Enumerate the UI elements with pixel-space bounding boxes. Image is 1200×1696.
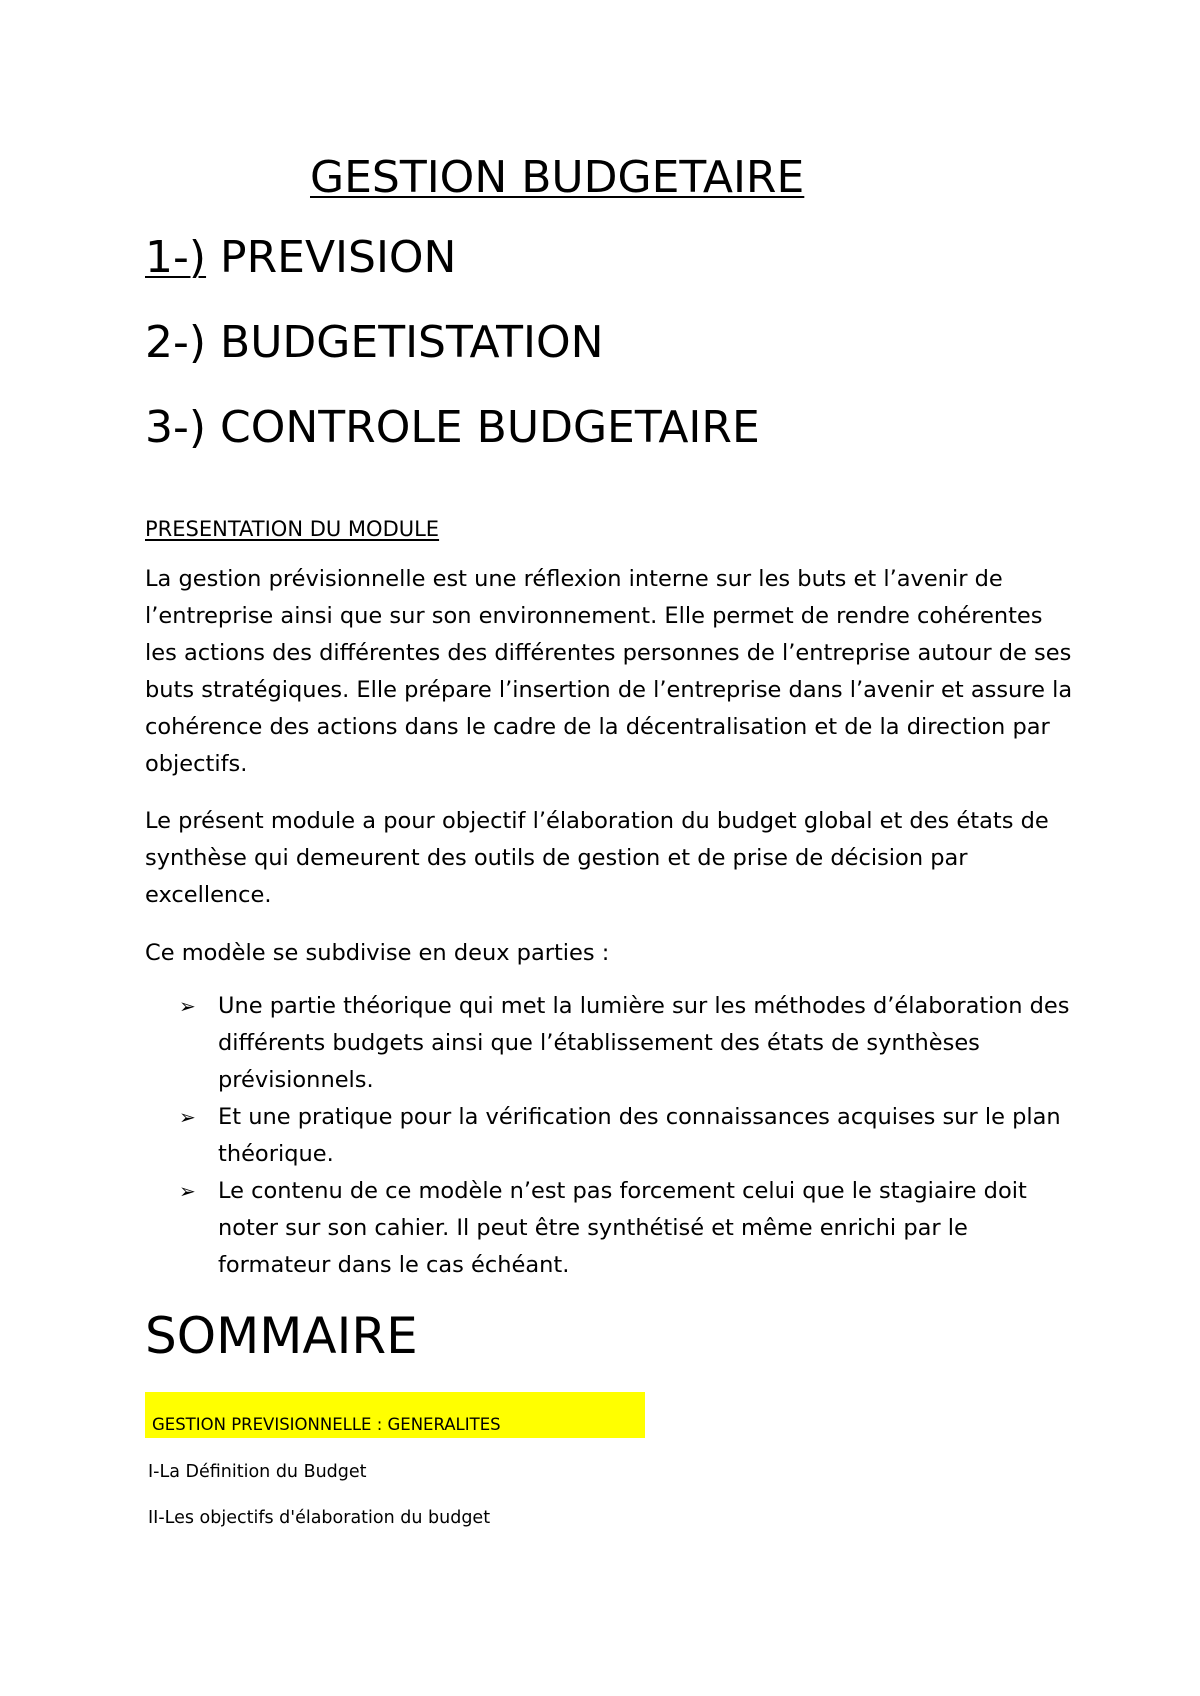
outline-item-controle: [145, 400, 760, 456]
bullet-list: [145, 988, 1080, 1284]
outline-text: CONTROLE BUDGETAIRE: [206, 402, 760, 453]
outline-item-budgetisation: [145, 315, 604, 371]
list-item: [145, 988, 1080, 1099]
list-item-text: Le contenu de ce modèle n’est pas forcement celui que le stagiaire doit noter sur son cahier. Il peut être synthétisé et même enrichi par le formateur dans le cas échéant.: [218, 1178, 1027, 1278]
arrow-bullet-icon: ➢: [179, 1105, 196, 1129]
document-title: GESTION BUDGETAIRE: [310, 152, 805, 203]
arrow-bullet-icon: ➢: [179, 994, 196, 1018]
list-item-text: Et une pratique pour la vérification des connaissances acquises sur le plan théorique.: [218, 1104, 1061, 1167]
sommaire-highlight: GESTION PREVISIONNELLE : GENERALITES: [152, 1415, 501, 1434]
paragraph-intro: La gestion prévisionnelle est une réflexion interne sur les buts et l’avenir de l’entreprise ainsi que sur son environnement. Elle permet de rendre cohérentes les actions des différentes des différentes personnes de l’entreprise autour de ses buts stratégiques. Elle prépare l’insertion de l’entreprise dans l’avenir et assure la cohérence des actions dans le cadre de la décentralisation et de la direction par objectifs.: [145, 566, 1073, 777]
section-heading: PRESENTATION DU MODULE: [145, 517, 440, 541]
arrow-bullet-icon: ➢: [179, 1179, 196, 1203]
sommaire-title: SOMMAIRE: [145, 1307, 418, 1365]
toc-item-definition: I-La Définition du Budget: [148, 1462, 367, 1482]
outline-item-prevision: [145, 230, 456, 286]
paragraph-parts: Ce modèle se subdivise en deux parties :: [145, 940, 610, 966]
list-item-text: Une partie théorique qui met la lumière sur les méthodes d’élaboration des différents budgets ainsi que l’établissement des états de synthèses prévisionnels.: [218, 993, 1070, 1093]
outline-number: 1-): [145, 232, 207, 283]
list-item: [145, 1099, 1080, 1173]
list-item: [145, 1173, 1080, 1284]
toc-item-objectifs: II-Les objectifs d'élaboration du budget: [148, 1508, 491, 1528]
outline-text: PREVISION: [206, 232, 457, 283]
paragraph-objective: Le présent module a pour objectif l’élaboration du budget global et des états de synthèse qui demeurent des outils de gestion et de prise de décision par excellence.: [145, 808, 1049, 908]
outline-text: BUDGETISTATION: [206, 317, 604, 368]
outline-number: 2-): [145, 317, 207, 368]
outline-number: 3-): [145, 402, 207, 453]
